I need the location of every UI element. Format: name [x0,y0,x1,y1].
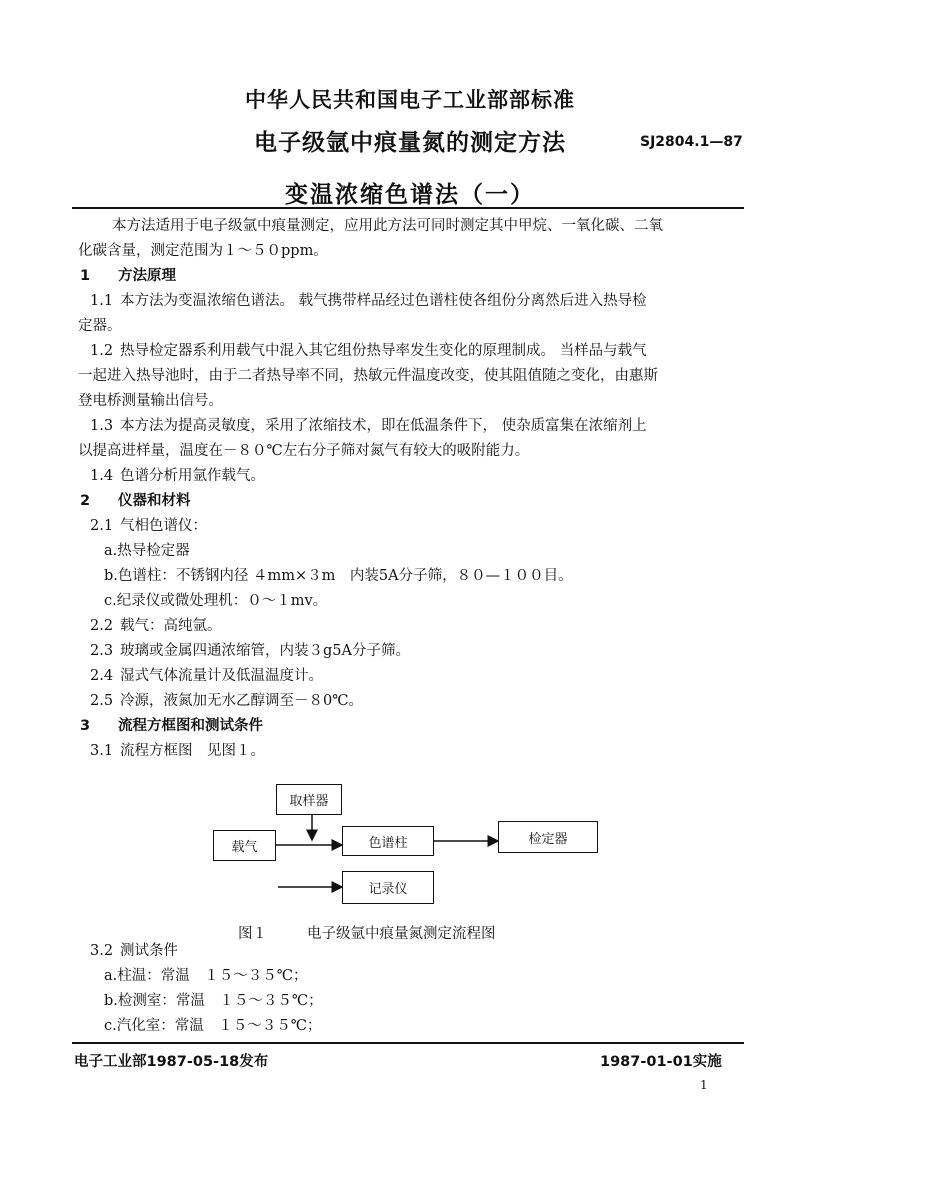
standard-number: SJ2804.1—87 [640,134,743,150]
clause-number: 2.2 [90,618,114,634]
clause-text: 测试条件 [120,943,178,959]
section-number: 3 [80,718,91,734]
clause-number: 2.5 [90,693,114,709]
clause-text: 本方法为变温浓缩色谱法。 载气携带样品经过色谱柱使各组份分离然后进入热导检 [120,293,647,309]
para-1-2-line-2: 一起进入热导池时，由于二者热导率不同，热敏元件温度改变，使其阻值随之变化，由惠斯 [78,368,658,384]
clause-number: 2.4 [90,668,114,684]
intro-line-1: 本方法适用于电子级氩中痕量测定，应用此方法可同时测定其中甲烷、一氧化碳、二氧 [112,218,663,234]
footer-divider [72,1042,744,1044]
clause-number: 1.3 [90,418,114,434]
carrier-gas-box: 载气 [213,830,276,861]
para-2-1-b: b.色谱柱：不锈钢内径 ４mm×３m 内装5A分子筛，８０—１００目。 [104,568,573,584]
figure-caption-text: 电子级氩中痕量氮测定流程图 [307,926,496,942]
clause-number: 1.1 [90,293,114,309]
page-number: 1 [700,1078,708,1092]
figure-caption [238,922,496,943]
section-title: 流程方框图和测试条件 [118,718,263,734]
sampler-box: 取样器 [276,784,342,815]
issue-date: 电子工业部1987-05-18发布 [74,1054,269,1070]
clause-number: 2.3 [90,643,114,659]
clause-text: 载气：高纯氩。 [120,618,222,634]
clause-number: 3.2 [90,943,114,959]
figure-label: 图１ [238,926,267,942]
para-3-2-c: c.汽化室：常温 １５～３５℃； [104,1018,322,1034]
para-3-2 [90,939,178,964]
para-3-2-a: a.柱温：常温 １５～３５℃； [104,968,308,984]
section-number: 2 [80,493,91,509]
document-subtitle: 变温浓缩色谱法（一） [285,182,535,208]
para-1-3-line-2: 以提高进样量，温度在－８０℃左右分子筛对氮气有较大的吸附能力。 [78,443,530,459]
para-1-1-line-2: 定器。 [78,318,122,334]
ministry-heading: 中华人民共和国电子工业部部标准 [245,88,575,112]
clause-text: 色谱分析用氩作载气。 [120,468,265,484]
clause-number: 3.1 [90,743,114,759]
clause-text: 热导检定器系利用载气中混入其它组份热导率发生变化的原理制成。 当样品与载气 [120,343,647,359]
section-number: 1 [80,268,91,284]
clause-number: 2.1 [90,518,114,534]
document-title: 电子级氩中痕量氮的测定方法 [254,130,566,156]
para-2-1-a: a.热导检定器 [104,543,190,559]
intro-line-2: 化碳含量，测定范围为１～５０ppm。 [78,243,328,259]
para-2-1-c: c.纪录仪或微处理机：０～１mv。 [104,593,328,609]
para-1-2-line-3: 登电桥测量输出信号。 [78,393,223,409]
clause-number: 1.4 [90,468,114,484]
para-3-2-b: b.检测室：常温 １５～３５℃； [104,993,323,1009]
recorder-box: 记录仪 [342,871,434,904]
section-title: 仪器和材料 [118,493,191,509]
detector-box: 检定器 [498,821,598,853]
clause-text: 冷源，液氮加无水乙醇调至－８0℃。 [120,693,363,709]
clause-text: 气相色谱仪： [120,518,207,534]
clause-text: 流程方框图 见图１。 [120,743,265,759]
effective-date: 1987-01-01实施 [600,1054,722,1070]
clause-text: 玻璃或金属四通浓缩管，内装３g5A分子筛。 [120,643,410,659]
section-title: 方法原理 [118,268,176,284]
column-box: 色谱柱 [342,826,434,856]
clause-text: 本方法为提高灵敏度，采用了浓缩技术，即在低温条件下， 使杂质富集在浓缩剂上 [120,418,647,434]
clause-text: 湿式气体流量计及低温温度计。 [120,668,323,684]
clause-number: 1.2 [90,343,114,359]
